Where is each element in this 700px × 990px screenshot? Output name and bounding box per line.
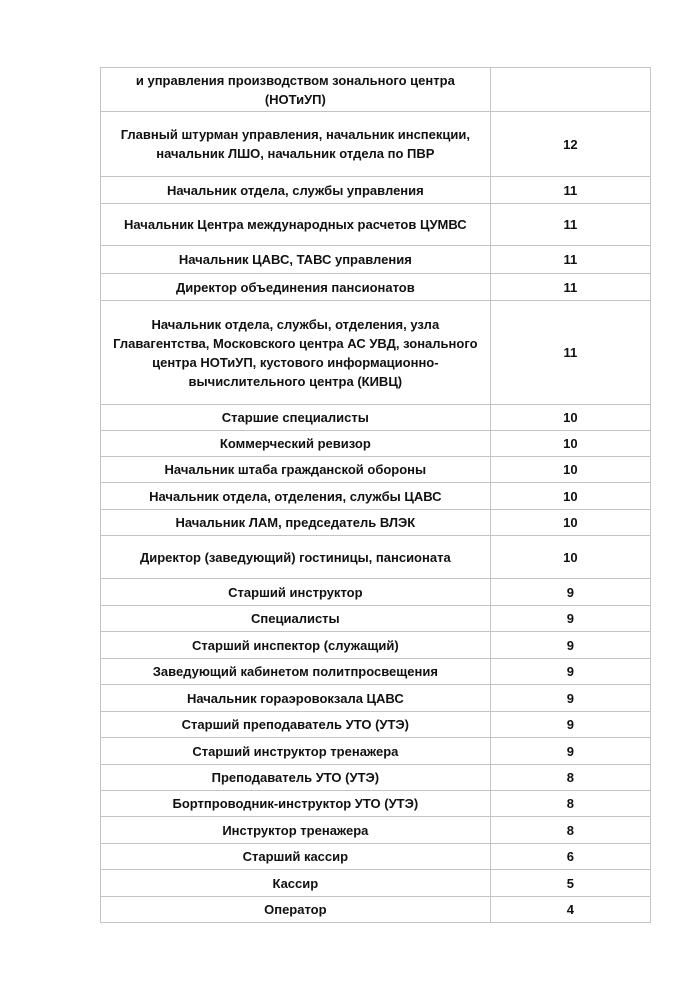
grade-value-cell: 11 xyxy=(490,246,650,274)
grade-value-cell: 9 xyxy=(490,738,650,765)
table-row xyxy=(101,897,651,923)
table-row xyxy=(101,483,651,510)
positions-table xyxy=(100,67,651,923)
table-row xyxy=(101,685,651,712)
grade-value-cell: 11 xyxy=(490,177,650,204)
grade-value-cell: 9 xyxy=(490,606,650,632)
grade-value-cell: 11 xyxy=(490,204,650,246)
position-name-cell: Инструктор тренажера xyxy=(101,817,491,844)
position-name-cell: Старший инструктор тренажера xyxy=(101,738,491,765)
position-name-cell: Директор объединения пансионатов xyxy=(101,274,491,301)
position-name-cell: Начальник отдела, службы управления xyxy=(101,177,491,204)
position-name-cell: Старший кассир xyxy=(101,844,491,870)
grade-value-cell: 11 xyxy=(490,274,650,301)
position-name-cell: и управления производством зонального центра (НОТиУП) xyxy=(101,68,491,112)
table-row xyxy=(101,112,651,177)
table-row xyxy=(101,738,651,765)
grade-value-cell: 9 xyxy=(490,579,650,606)
position-name-cell: Директор (заведующий) гостиницы, пансионата xyxy=(101,536,491,579)
table-row xyxy=(101,457,651,483)
table-row xyxy=(101,204,651,246)
grade-value-cell: 8 xyxy=(490,765,650,791)
table-row xyxy=(101,177,651,204)
position-name-cell: Начальник Центра международных расчетов ЦУМВС xyxy=(101,204,491,246)
grade-value-cell: 8 xyxy=(490,791,650,817)
grade-value-cell: 6 xyxy=(490,844,650,870)
table-row xyxy=(101,405,651,431)
position-name-cell: Старший инспектор (служащий) xyxy=(101,632,491,659)
grade-value-cell: 10 xyxy=(490,483,650,510)
position-name-cell: Начальник штаба гражданской обороны xyxy=(101,457,491,483)
grade-value-cell: 10 xyxy=(490,457,650,483)
table-row xyxy=(101,659,651,685)
grade-value-cell: 10 xyxy=(490,510,650,536)
table-row xyxy=(101,870,651,897)
position-name-cell: Оператор xyxy=(101,897,491,923)
position-name-cell: Главный штурман управления, начальник инспекции, начальник ЛШО, начальник отдела по ПВР xyxy=(101,112,491,177)
position-name-cell: Начальник ЦАВС, ТАВС управления xyxy=(101,246,491,274)
grade-value-cell: 11 xyxy=(490,301,650,405)
position-name-cell: Старшие специалисты xyxy=(101,405,491,431)
grade-value-cell: 9 xyxy=(490,632,650,659)
table-row xyxy=(101,68,651,112)
grade-value-cell xyxy=(490,68,650,112)
position-name-cell: Преподаватель УТО (УТЭ) xyxy=(101,765,491,791)
grade-value-cell: 9 xyxy=(490,685,650,712)
position-name-cell: Коммерческий ревизор xyxy=(101,431,491,457)
table-row xyxy=(101,536,651,579)
position-name-cell: Специалисты xyxy=(101,606,491,632)
table-row xyxy=(101,579,651,606)
table-row xyxy=(101,246,651,274)
grade-value-cell: 12 xyxy=(490,112,650,177)
table-row xyxy=(101,817,651,844)
position-name-cell: Бортпроводник-инструктор УТО (УТЭ) xyxy=(101,791,491,817)
grade-value-cell: 10 xyxy=(490,431,650,457)
table-row xyxy=(101,712,651,738)
position-name-cell: Начальник горaэровокзала ЦАВС xyxy=(101,685,491,712)
grade-value-cell: 9 xyxy=(490,659,650,685)
position-name-cell: Заведующий кабинетом политпросвещения xyxy=(101,659,491,685)
position-name-cell: Начальник отдела, службы, отделения, узла Главагентства, Московского центра АС УВД, зонального центра НОТиУП, кустового информационно-вычислительного центра (КИВЦ) xyxy=(101,301,491,405)
table-row xyxy=(101,606,651,632)
table-row xyxy=(101,632,651,659)
position-name-cell: Старший инструктор xyxy=(101,579,491,606)
table-row xyxy=(101,844,651,870)
table-row xyxy=(101,274,651,301)
grade-value-cell: 9 xyxy=(490,712,650,738)
position-name-cell: Начальник отдела, отделения, службы ЦАВС xyxy=(101,483,491,510)
position-name-cell: Начальник ЛАМ, председатель ВЛЭК xyxy=(101,510,491,536)
position-name-cell: Кассир xyxy=(101,870,491,897)
table-row xyxy=(101,510,651,536)
grade-value-cell: 10 xyxy=(490,536,650,579)
table-row xyxy=(101,791,651,817)
grade-value-cell: 4 xyxy=(490,897,650,923)
grade-value-cell: 10 xyxy=(490,405,650,431)
grade-value-cell: 8 xyxy=(490,817,650,844)
table-body xyxy=(101,68,651,923)
table-row xyxy=(101,765,651,791)
table-row xyxy=(101,301,651,405)
table-row xyxy=(101,431,651,457)
position-name-cell: Старший преподаватель УТО (УТЭ) xyxy=(101,712,491,738)
grade-value-cell: 5 xyxy=(490,870,650,897)
